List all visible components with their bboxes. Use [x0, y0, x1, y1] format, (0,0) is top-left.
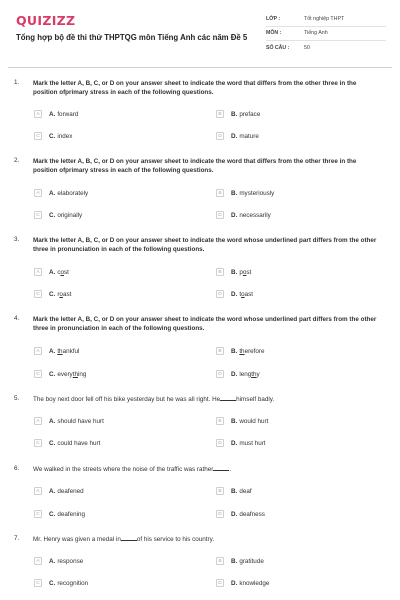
- option-box: B: [216, 347, 224, 355]
- option-c[interactable]: [34, 438, 100, 448]
- option-a[interactable]: [34, 416, 104, 426]
- question-number: 7.: [14, 535, 20, 542]
- document-title: Tổng hợp bộ đề thi thử THPTQG môn Tiếng Anh các năm Đề 5: [16, 33, 248, 42]
- option-text: index: [57, 132, 73, 140]
- option-text: elaborately: [57, 189, 89, 197]
- underlined-part: th: [57, 347, 63, 355]
- meta-label: LỚP :: [266, 15, 281, 22]
- meta-row-class: [266, 12, 386, 27]
- option-box: D: [216, 510, 224, 518]
- question-text: Mark the letter A, B, C, or D on your answer sheet to indicate the word that differs from the other three in the position ofprimary stress in each of the following questions.: [33, 158, 357, 175]
- option-b[interactable]: [216, 556, 264, 566]
- underlined-part: th: [239, 347, 245, 355]
- option-c[interactable]: [34, 131, 72, 141]
- option-b[interactable]: [216, 416, 268, 426]
- answer-blank: [220, 395, 236, 401]
- option-d[interactable]: [216, 289, 253, 299]
- option-d[interactable]: [216, 369, 260, 379]
- option-box: C: [34, 510, 42, 518]
- option-c[interactable]: [34, 369, 86, 379]
- option-letter: C.: [49, 370, 56, 378]
- option-text: could have hurt: [57, 439, 101, 447]
- question-number: 1.: [14, 79, 20, 86]
- option-letter: D.: [231, 211, 238, 219]
- option-b[interactable]: [216, 486, 252, 496]
- option-text: deaf: [239, 487, 252, 495]
- option-box: D: [216, 211, 224, 219]
- option-box: C: [34, 211, 42, 219]
- option-letter: D.: [231, 132, 238, 140]
- option-box: C: [34, 579, 42, 587]
- question-number: 6.: [14, 465, 20, 472]
- question-text: Mr. Henry was given a medal in of his service to his country.: [33, 536, 215, 543]
- option-letter: A.: [49, 189, 56, 197]
- option-box: A: [34, 189, 42, 197]
- option-box: D: [216, 370, 224, 378]
- option-text: post: [239, 268, 252, 276]
- option-box: A: [34, 268, 42, 276]
- option-letter: D.: [231, 290, 238, 298]
- option-box: C: [34, 370, 42, 378]
- option-text: deafening: [57, 510, 85, 518]
- option-letter: C.: [49, 211, 56, 219]
- option-text: lengthy: [239, 370, 260, 378]
- option-letter: A.: [49, 268, 56, 276]
- option-box: B: [216, 417, 224, 425]
- option-text: deafness: [239, 510, 265, 518]
- meta-row-count: [266, 41, 386, 56]
- option-a[interactable]: [34, 188, 88, 198]
- option-box: B: [216, 110, 224, 118]
- option-text: mature: [239, 132, 259, 140]
- question-text: The boy next door fell off his bike yesterday but he was all right. He himself badly.: [33, 396, 275, 403]
- meta-value: Tiếng Anh: [304, 30, 328, 37]
- option-text: toast: [239, 290, 253, 298]
- worksheet-header: [0, 0, 400, 68]
- option-a[interactable]: [34, 486, 84, 496]
- question-text: Mark the letter A, B, C, or D on your answer sheet to indicate the word whose underlined part differs from the other three in pronunciation in each of the following questions.: [33, 237, 377, 254]
- meta-label: SỐ CÂU :: [266, 45, 290, 52]
- option-text: therefore: [239, 347, 265, 355]
- option-letter: C.: [49, 579, 56, 587]
- option-text: roast: [57, 290, 72, 298]
- option-a[interactable]: [34, 346, 79, 356]
- question-number: 2.: [14, 157, 20, 164]
- option-text: originally: [57, 211, 83, 219]
- option-letter: D.: [231, 439, 238, 447]
- option-box: D: [216, 290, 224, 298]
- option-c[interactable]: [34, 289, 71, 299]
- option-text: recognition: [57, 579, 89, 587]
- option-letter: B.: [231, 268, 238, 276]
- quizizz-logo: QUIZIZZ: [16, 13, 76, 28]
- underlined-part: o: [59, 290, 63, 298]
- option-d[interactable]: [216, 578, 269, 588]
- underlined-part: o: [241, 290, 245, 298]
- underlined-part: o: [60, 268, 64, 276]
- question-text: Mark the letter A, B, C, or D on your answer sheet to indicate the word that differs from the other three in the position ofprimary stress in each of the following questions.: [33, 80, 357, 97]
- option-text: would hurt: [239, 417, 269, 425]
- option-box: D: [216, 439, 224, 447]
- option-letter: C.: [49, 510, 56, 518]
- option-box: A: [34, 417, 42, 425]
- option-a[interactable]: [34, 109, 78, 119]
- option-letter: B.: [231, 189, 238, 197]
- option-text: thankful: [57, 347, 80, 355]
- option-text: forward: [57, 110, 79, 118]
- option-text: preface: [239, 110, 261, 118]
- option-letter: A.: [49, 487, 56, 495]
- option-letter: B.: [231, 417, 238, 425]
- option-c[interactable]: [34, 578, 88, 588]
- option-box: B: [216, 189, 224, 197]
- option-text: cost: [57, 268, 69, 276]
- underlined-part: o: [242, 268, 247, 276]
- underlined-part: th: [72, 370, 78, 378]
- option-b[interactable]: [216, 188, 274, 198]
- option-box: B: [216, 557, 224, 565]
- option-letter: B.: [231, 557, 238, 565]
- meta-label: MÔN :: [266, 30, 282, 37]
- option-d[interactable]: [216, 131, 259, 141]
- option-text: everything: [57, 370, 87, 378]
- option-box: A: [34, 110, 42, 118]
- option-b[interactable]: [216, 267, 251, 277]
- option-text: should have hurt: [57, 417, 104, 425]
- question-text: We walked in the streets where the noise of the traffic was rather .: [33, 466, 232, 473]
- option-box: C: [34, 290, 42, 298]
- option-d[interactable]: [216, 210, 271, 220]
- option-letter: B.: [231, 110, 238, 118]
- answer-blank: [213, 465, 229, 471]
- option-box: C: [34, 132, 42, 140]
- option-text: must hurt: [239, 439, 266, 447]
- option-letter: A.: [49, 110, 56, 118]
- option-text: knowledge: [239, 579, 270, 587]
- answer-blank: [121, 535, 137, 541]
- option-box: A: [34, 487, 42, 495]
- option-a[interactable]: [34, 267, 69, 277]
- option-text: deafened: [57, 487, 84, 495]
- option-letter: D.: [231, 370, 238, 378]
- option-text: gratitude: [239, 557, 264, 565]
- option-box: D: [216, 132, 224, 140]
- option-d[interactable]: [216, 509, 265, 519]
- option-box: B: [216, 487, 224, 495]
- option-text: response: [57, 557, 84, 565]
- meta-value: 50: [304, 45, 310, 52]
- option-letter: D.: [231, 510, 238, 518]
- option-letter: B.: [231, 347, 238, 355]
- question-number: 4.: [14, 315, 20, 322]
- option-b[interactable]: [216, 109, 260, 119]
- option-letter: C.: [49, 290, 56, 298]
- meta-value: Tốt nghiệp THPT: [304, 15, 345, 22]
- option-letter: A.: [49, 557, 56, 565]
- option-letter: B.: [231, 487, 238, 495]
- question-text: Mark the letter A, B, C, or D on your answer sheet to indicate the word whose underlined part differs from the other three in pronunciation in each of the following questions.: [33, 316, 377, 333]
- meta-row-subject: [266, 27, 386, 42]
- option-b[interactable]: [216, 346, 265, 356]
- option-box: D: [216, 579, 224, 587]
- option-text: necessarily: [239, 211, 271, 219]
- underlined-part: th: [251, 370, 257, 378]
- option-a[interactable]: [34, 556, 83, 566]
- option-letter: C.: [49, 439, 56, 447]
- question-number: 5.: [14, 395, 20, 402]
- header-divider: [8, 67, 392, 68]
- option-letter: A.: [49, 347, 56, 355]
- option-text: mysteriously: [239, 189, 275, 197]
- question-number: 3.: [14, 236, 20, 243]
- option-c[interactable]: [34, 509, 85, 519]
- meta-table: [266, 12, 386, 56]
- option-box: A: [34, 347, 42, 355]
- option-box: A: [34, 557, 42, 565]
- option-box: C: [34, 439, 42, 447]
- option-letter: D.: [231, 579, 238, 587]
- option-box: B: [216, 268, 224, 276]
- option-letter: A.: [49, 417, 56, 425]
- option-c[interactable]: [34, 210, 82, 220]
- option-d[interactable]: [216, 438, 266, 448]
- option-letter: C.: [49, 132, 56, 140]
